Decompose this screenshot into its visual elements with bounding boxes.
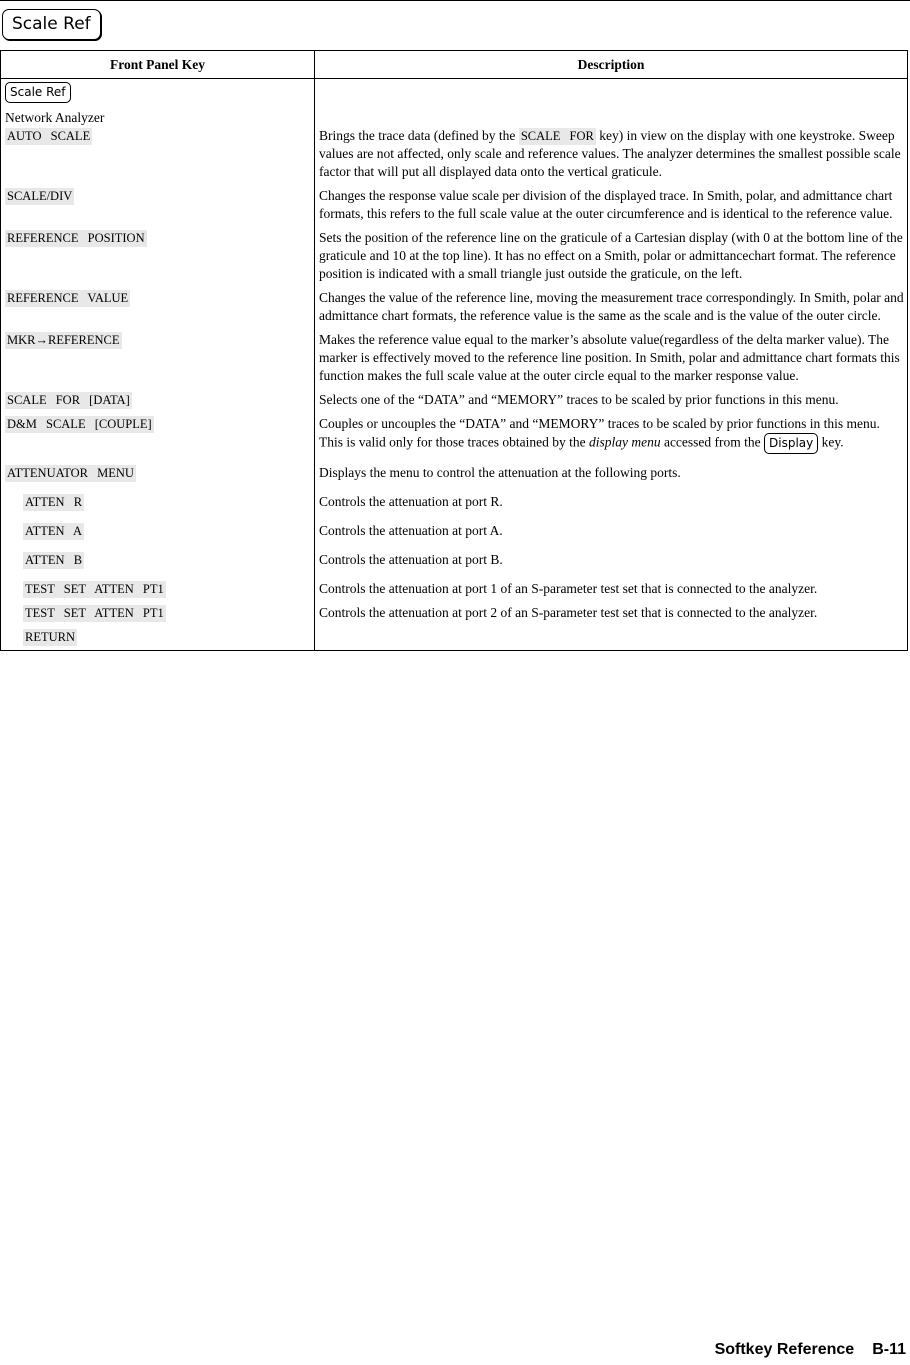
table-row (1, 622, 908, 651)
softkey-atten-b: ATTEN B (25, 553, 83, 567)
page-footer (715, 1341, 906, 1359)
table-row (1, 283, 908, 325)
softkey-attenuator-menu: ATTENUATOR MENU (7, 466, 134, 480)
softkey-dm-scale-couple: D&M SCALE [COUPLE] (7, 417, 152, 431)
row-description: Controls the attenuation at port R. (319, 494, 503, 509)
table-row (1, 540, 908, 569)
softkey-scale-div: SCALE/DIV (7, 189, 73, 203)
instrument-label: Network Analyzer (5, 110, 105, 125)
row-description: Couples or uncouples the “DATA” and “MEMORY” traces to be scaled by prior functions in this menu. This is valid only for those traces obtained by the display menu accessed from the Display key. (319, 415, 907, 454)
table-row (1, 482, 908, 511)
row-description: Changes the response value scale per division of the displayed trace. In Smith, polar, and admittance chart formats, this refers to the full scale value at the outer circumference and is identical to the reference value. (319, 188, 893, 221)
softkey-return: RETURN (25, 630, 75, 644)
softkey-atten-a: ATTEN A (25, 524, 83, 538)
footer-section: Softkey Reference (714, 1341, 855, 1358)
table-header-row (1, 51, 908, 79)
empty-desc (315, 79, 908, 128)
row-description (315, 622, 908, 651)
row-description: Brings the trace data (defined by the SCALE FOR key) in view on the display with one keystroke. Sweep values are not affected, only scale and reference values. The analyzer determines the smallest possible scale factor that will put all displayed data onto the vertical graticule. (319, 128, 901, 179)
softkey-table (0, 50, 908, 651)
table-row (1, 598, 908, 622)
header-front-panel-key: Front Panel Key (1, 51, 315, 79)
table-row (1, 127, 908, 181)
row-description: Selects one of the “DATA” and “MEMORY” traces to be scaled by prior functions in this menu. (319, 392, 839, 407)
row-description: Makes the reference value equal to the marker’s absolute value(regardless of the delta marker value). The marker is effectively moved to the reference line position. In Smith, polar and admittance chart formats this function makes the full scale value at the outer circle equal to the marker response value. (319, 332, 900, 383)
softkey-test-set-atten-pt2: TEST SET ATTEN PT1 (25, 606, 164, 620)
softkey-scale-for-ref: SCALE FOR (520, 129, 594, 143)
softkey-reference-value: REFERENCE VALUE (7, 291, 129, 305)
row-description: Controls the attenuation at port 2 of an S-parameter test set that is connected to the analyzer. (319, 605, 818, 620)
softkey-test-set-atten-pt1: TEST SET ATTEN PT1 (25, 582, 164, 596)
softkey-scale-for-data: SCALE FOR [DATA] (7, 393, 130, 407)
table-row (1, 385, 908, 409)
row-description: Controls the attenuation at port B. (319, 552, 503, 567)
softkey-mkr-reference: MKR→REFERENCE (7, 333, 120, 347)
header-description: Description (315, 51, 908, 79)
row-description: Controls the attenuation at port 1 of an S-parameter test set that is connected to the analyzer. (319, 581, 818, 596)
table-row (1, 511, 908, 540)
softkey-reference-position: REFERENCE POSITION (7, 231, 145, 245)
row-description: Displays the menu to control the attenuation at the following ports. (319, 465, 681, 480)
softkey-auto-scale: AUTO SCALE (7, 129, 91, 143)
display-hardkey: Display (764, 433, 818, 454)
row-description: Controls the attenuation at port A. (319, 523, 503, 538)
top-rule (0, 0, 910, 1)
table-row (1, 569, 908, 598)
row-description: Sets the position of the reference line on the graticule of a Cartesian display (with 0 at the bottom line of the graticule and 10 at the top line). It has no effect on a Smith, polar or admittancechart format. The reference position is indicated with a small triangle just outside the graticule, on the left. (319, 230, 903, 281)
scale-ref-key-heading: Scale Ref (2, 9, 101, 40)
scale-ref-hardkey: Scale Ref (5, 82, 71, 103)
row-description: Changes the value of the reference line, moving the measurement trace correspondingly. In Smith, polar and admittance chart formats, the reference value is the same as the scale and is the value of the outer circle. (319, 290, 904, 323)
table-row (1, 409, 908, 454)
page-number: B-11 (872, 1341, 906, 1358)
table-row (1, 223, 908, 283)
table-row (1, 454, 908, 482)
display-menu-term: display menu (588, 434, 661, 450)
table-row-hardkey (1, 79, 908, 128)
softkey-atten-r: ATTEN R (25, 495, 83, 509)
table-row (1, 181, 908, 223)
table-row (1, 325, 908, 385)
